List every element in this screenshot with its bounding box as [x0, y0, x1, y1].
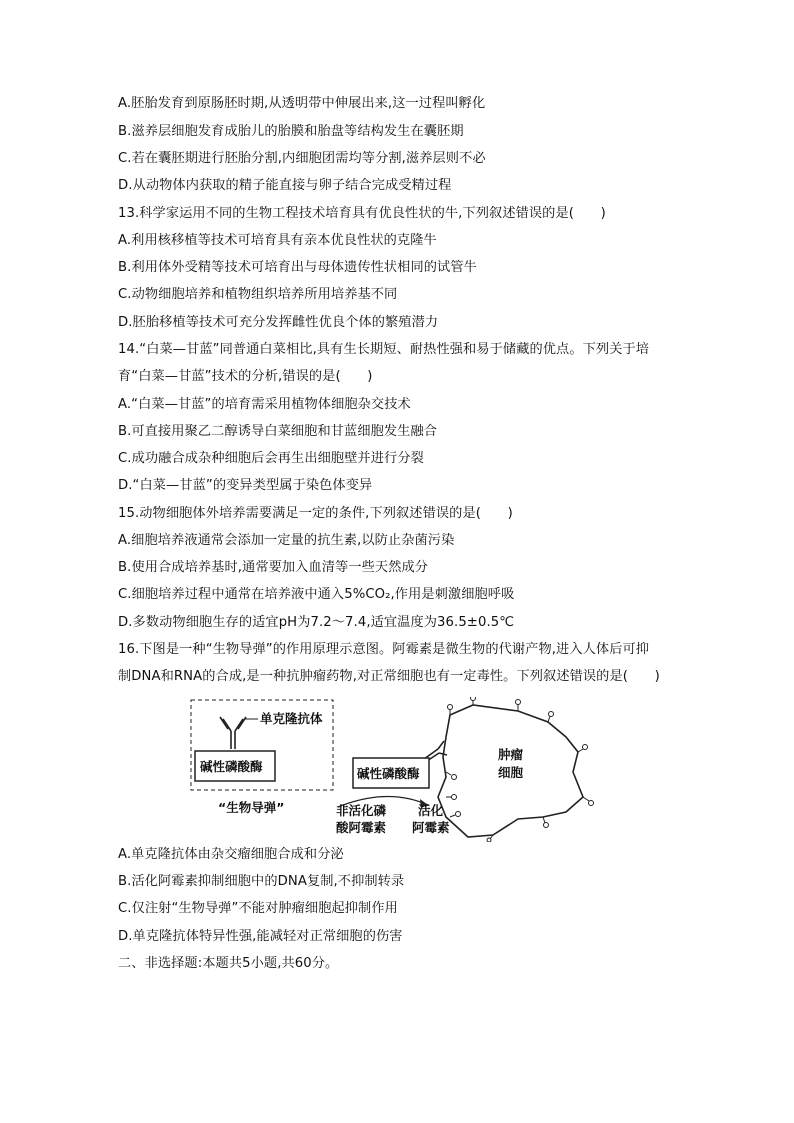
q12-option-c: C.若在囊胚期进行胚胎分割,内细胞团需均等分割,滋养层则不必 [118, 151, 486, 166]
q16-option-d: D.单克隆抗体特异性强,能减轻对正常细胞的伤害 [118, 929, 403, 944]
q16-stem-line1: 16.下图是一种“生物导弹”的作用原理示意图。阿霉素是微生物的代谢产物,进入人体后可抑 [118, 642, 650, 657]
q13-option-d: D.胚胎移植等技术可充分发挥雌性优良个体的繁殖潜力 [118, 315, 439, 330]
q14-stem-line2: 育“白菜—甘蓝”技术的分析,错误的是( ) [118, 369, 373, 384]
q12-option-b: B.滋养层细胞发育成胎儿的胎膜和胎盘等结构发生在囊胚期 [118, 124, 464, 139]
active-label-2: 阿霉素 [412, 820, 450, 835]
q14-stem-line1: 14.“白菜—甘蓝”同普通白菜相比,具有生长期短、耐热性强和易于储藏的优点。下列关于培 [118, 342, 650, 357]
q13-option-b: B.利用体外受精等技术可培育出与母体遗传性状相同的试管牛 [118, 260, 477, 275]
q16-option-c: C.仅注射“生物导弹”不能对肿瘤细胞起抑制作用 [118, 901, 398, 916]
inactive-label-1: 非活化磷 [336, 803, 387, 818]
q15-option-b: B.使用合成培养基时,通常要加入血清等一些天然成分 [118, 560, 429, 575]
q14-option-c: C.成功融合成杂种细胞后会再生出细胞壁并进行分裂 [118, 451, 424, 466]
q16-option-b: B.活化阿霉素抑制细胞中的DNA复制,不抑制转录 [118, 874, 405, 889]
tumor-label-1: 肿瘤 [498, 747, 524, 762]
active-label-1: 活化 [418, 803, 444, 818]
q13-option-c: C.动物细胞培养和植物组织培养所用培养基不同 [118, 287, 398, 302]
enzyme-label: 碱性磷酸酶 [200, 759, 263, 774]
antibody-label: 单克隆抗体 [260, 711, 323, 726]
q13-stem: 13.科学家运用不同的生物工程技术培育具有优良性状的牛,下列叙述错误的是( ) [118, 206, 606, 221]
q16-option-a: A.单克隆抗体由杂交瘤细胞合成和分泌 [118, 847, 344, 862]
enzyme-label-2: 碱性磷酸酶 [357, 766, 420, 781]
q15-option-d: D.多数动物细胞生存的适宜pH为7.2～7.4,适宜温度为36.5±0.5℃ [118, 615, 515, 630]
q12-option-a: A.胚胎发育到原肠胚时期,从透明带中伸展出来,这一过程叫孵化 [118, 96, 486, 111]
q14-option-a: A.“白菜—甘蓝”的培育需采用植物体细胞杂交技术 [118, 397, 411, 412]
biological-missile-figure [188, 697, 608, 842]
q12-option-d: D.从动物体内获取的精子能直接与卵子结合完成受精过程 [118, 178, 452, 193]
missile-caption: “生物导弹” [218, 800, 285, 815]
q14-option-d: D.“白菜—甘蓝”的变异类型属于染色体变异 [118, 478, 373, 493]
q15-option-c: C.细胞培养过程中通常在培养液中通入5%CO₂,作用是刺激细胞呼吸 [118, 587, 515, 602]
q13-option-a: A.利用核移植等技术可培育具有亲本优良性状的克隆牛 [118, 233, 437, 248]
section2-heading: 二、非选择题:本题共5小题,共60分。 [118, 956, 339, 971]
q16-stem-line2: 制DNA和RNA的合成,是一种抗肿瘤药物,对正常细胞也有一定毒性。下列叙述错误的是( ) [118, 669, 660, 684]
q15-option-a: A.细胞培养液通常会添加一定量的抗生素,以防止杂菌污染 [118, 533, 455, 548]
antibody-icon [220, 717, 246, 749]
inactive-label-2: 酸阿霉素 [336, 820, 387, 835]
q14-option-b: B.可直接用聚乙二醇诱导白菜细胞和甘蓝细胞发生融合 [118, 424, 438, 439]
q15-stem: 15.动物细胞体外培养需要满足一定的条件,下列叙述错误的是( ) [118, 506, 513, 521]
tumor-label-2: 细胞 [498, 765, 524, 780]
